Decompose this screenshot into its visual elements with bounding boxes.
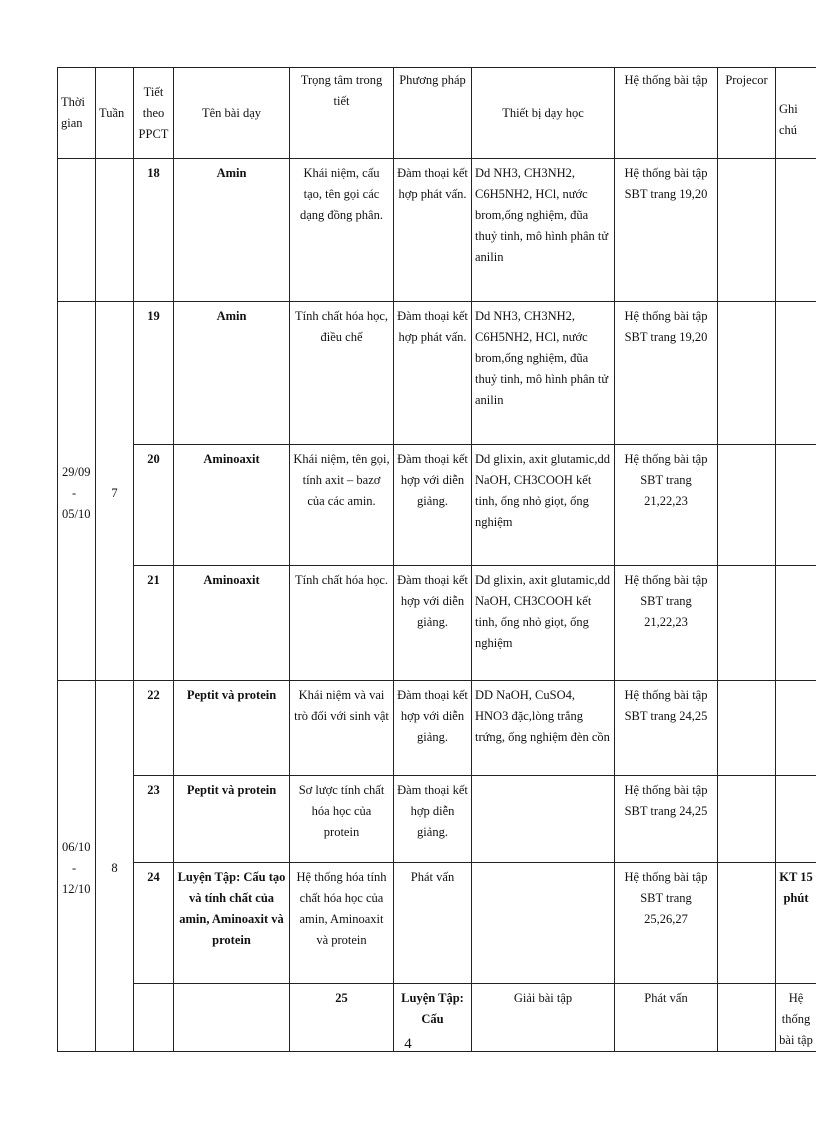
cell-trong-tam: Sơ lược tính chất hóa học của protein <box>290 776 394 863</box>
cell-he-thong: Hệ thống bài tập SBT trang 24,25 <box>615 681 718 776</box>
cell-thoi-gian-week-7 <box>58 302 96 681</box>
cell-ten-bai: Aminoaxit <box>174 566 290 681</box>
cell-phuong-phap: Đàm thoại kết hợp diễn giảng. <box>394 776 472 863</box>
cell-thoi-gian-week-8 <box>58 681 96 1052</box>
cell-ten-bai: Peptit và protein <box>174 776 290 863</box>
cell-projecor <box>718 302 776 445</box>
cell-ten-bai: Amin <box>174 159 290 302</box>
cell-ghi-chu <box>776 445 816 566</box>
cell-ten-bai: Luyện Tập: Cấu tạo và tính chất của amin, Aminoaxit và protein <box>174 863 290 984</box>
cell-ghi-chu <box>776 776 816 863</box>
header-ten-bai: Tên bài dạy <box>174 68 290 159</box>
cell-tiet: 25 <box>290 984 394 1052</box>
cell-projecor <box>718 445 776 566</box>
date-end: 12/10 <box>62 881 91 896</box>
cell-projecor <box>718 863 776 984</box>
cell-ten-bai: Amin <box>174 302 290 445</box>
table-row <box>58 159 816 302</box>
cell-phuong-phap: Đàm thoại kết hợp với diễn giảng. <box>394 445 472 566</box>
cell-phuong-phap: Đàm thoại kết hợp phát vấn. <box>394 159 472 302</box>
cell-thiet-bi: Dd NH3, CH3NH2, C6H5NH2, HCl, nước brom,ống nghiệm, đũa thuỷ tinh, mô hình phân tử anilin <box>472 302 615 445</box>
header-thiet-bi: Thiết bị dạy học <box>472 68 615 159</box>
cell-he-thong: Hệ thống bài tập SBT trang 24,25 <box>615 776 718 863</box>
cell-he-thong: Hệ thống bài tập SBT trang 19,20 <box>615 159 718 302</box>
table-row <box>58 863 816 984</box>
cell-projecor <box>718 681 776 776</box>
cell-trong-tam: Khái niệm, tên gọi, tính axit – bazơ của các amin. <box>290 445 394 566</box>
cell-projecor <box>718 566 776 681</box>
cell-ten-bai: Aminoaxit <box>174 445 290 566</box>
cell-he-thong: Hệ thống bài tập SBT trang 19,20 <box>615 302 718 445</box>
cell-tuan-week-8: 8 <box>96 681 134 1052</box>
date-separator: - <box>72 485 77 500</box>
cell-phuong-phap: Phát vấn <box>615 984 718 1052</box>
cell-thiet-bi <box>472 776 615 863</box>
date-separator: - <box>72 860 77 875</box>
header-ghi-chu: Ghi chú <box>776 68 816 159</box>
header-tiet: Tiết theo PPCT <box>134 68 174 159</box>
cell-tiet: 21 <box>134 566 174 681</box>
cell-tuan <box>96 159 134 302</box>
date-end: 05/10 <box>62 506 91 521</box>
cell-trong-tam: Tính chất hóa học. <box>290 566 394 681</box>
date-start: 29/09 <box>62 464 91 479</box>
cell-tiet: 20 <box>134 445 174 566</box>
cell-tuan-week-7: 7 <box>96 302 134 681</box>
lesson-plan-table-wrapper <box>57 67 816 1052</box>
cell-thiet-bi <box>472 863 615 984</box>
table-row <box>58 776 816 863</box>
cell-tiet: 18 <box>134 159 174 302</box>
cell-ten-bai: Luyện Tập: Cấu <box>394 984 472 1052</box>
cell-thoi-gian <box>58 159 96 302</box>
header-tuan: Tuần <box>96 68 134 159</box>
header-thoi-gian: Thời gian <box>58 68 96 159</box>
table-row <box>58 302 816 445</box>
header-trong-tam: Trọng tâm trong tiết <box>290 68 394 159</box>
cell-thiet-bi: Dd NH3, CH3NH2, C6H5NH2, HCl, nước brom,ống nghiệm, đũa thuỷ tinh, mô hình phân tử anilin <box>472 159 615 302</box>
cell-thiet-bi: Dd glixin, axit glutamic,dd NaOH, CH3COOH kết tinh, ống nhỏ giọt, ống nghiệm <box>472 445 615 566</box>
cell-he-thong: Hệ thống bài tập SBT trang 21,22,23 <box>615 566 718 681</box>
cell-trong-tam: Hệ thống hóa tính chất hóa học của amin, Aminoaxit và protein <box>290 863 394 984</box>
cell-phuong-phap: Đàm thoại kết hợp với diễn giảng. <box>394 681 472 776</box>
cell-trong-tam: Khái niệm và vai trò đối với sinh vật <box>290 681 394 776</box>
cell-projecor <box>718 776 776 863</box>
table-row <box>58 681 816 776</box>
cell-tiet: 24 <box>134 863 174 984</box>
cell-ghi-chu <box>776 302 816 445</box>
cell-tiet: 23 <box>134 776 174 863</box>
cell-projecor <box>718 159 776 302</box>
cell-ghi-chu: KT 15 phút <box>776 863 816 984</box>
cell-ghi-chu <box>776 566 816 681</box>
cell-he-thong: Hệ thống bài tập SBT trang 25,26,27 <box>615 863 718 984</box>
cell-trong-tam: Khái niệm, cấu tạo, tên gọi các dạng đồng phân. <box>290 159 394 302</box>
page-number: 4 <box>404 1036 412 1052</box>
cell-trong-tam: Tính chất hóa học, điều chế <box>290 302 394 445</box>
cell-thiet-bi: DD NaOH, CuSO4, HNO3 đặc,lòng trắng trứng, ống nghiệm đèn cồn <box>472 681 615 776</box>
header-he-thong: Hệ thống bài tập <box>615 68 718 159</box>
cell-phuong-phap: Phát vấn <box>394 863 472 984</box>
lesson-plan-table <box>57 67 816 1052</box>
cell-ghi-chu <box>776 681 816 776</box>
cell-tiet: 19 <box>134 302 174 445</box>
table-row <box>58 566 816 681</box>
cell-tiet: 22 <box>134 681 174 776</box>
header-row <box>58 68 816 159</box>
header-phuong-phap: Phương pháp <box>394 68 472 159</box>
cell-phuong-phap: Đàm thoại kết hợp với diễn giảng. <box>394 566 472 681</box>
cell-thiet-bi: Dd glixin, axit glutamic,dd NaOH, CH3COOH kết tinh, ống nhỏ giọt, ống nghiệm <box>472 566 615 681</box>
cell-ten-bai: Peptit và protein <box>174 681 290 776</box>
date-start: 06/10 <box>62 839 91 854</box>
header-projecor: Projecor <box>718 68 776 159</box>
cell-he-thong: Hệ thống bài tập SBT trang 21,22,23 <box>615 445 718 566</box>
cell-he-thong: Hệ thống bài tập <box>776 984 816 1052</box>
cell-trong-tam: Giải bài tập <box>472 984 615 1052</box>
cell-phuong-phap: Đàm thoại kết hợp phát vấn. <box>394 302 472 445</box>
table-row <box>58 445 816 566</box>
cell-ghi-chu <box>776 159 816 302</box>
